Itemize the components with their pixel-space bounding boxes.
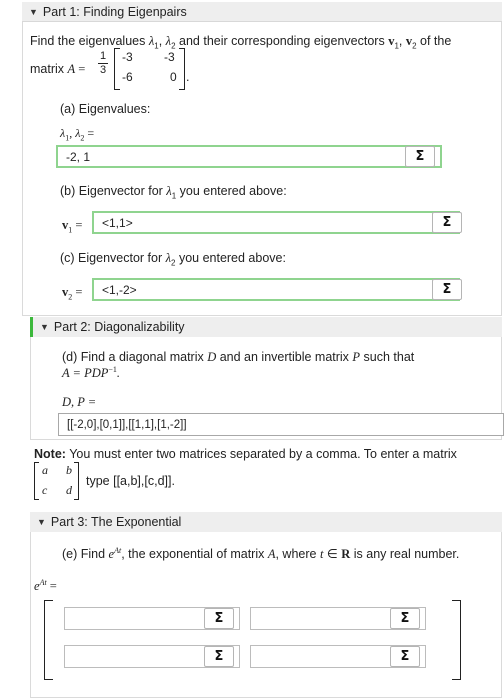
eAt-bracket-right [452,600,461,680]
part-d-label: (d) Find a diagonal matrix D and an invertible matrix P such that [62,350,415,364]
part2-title: Part 2: Diagonalizability [53,320,185,334]
part3-header[interactable] [30,512,502,532]
matrix-entry-11: -3 [122,50,133,64]
eAt-label: $e^{At}$ = [34,578,57,594]
part3-title: Part 3: The Exponential [50,515,182,529]
part-e-label: (e) Find $e^{At}$, the exponential of matrix A, where t ∈ R is any real number. [62,546,460,562]
part-b-label: (b) Eigenvector for $\lambda_1$ you entered above: [60,184,287,201]
part-d-vars: D, P = [62,395,97,409]
note-text: Note: You must enter two matrices separated by a comma. To enter a matrix [34,447,457,461]
matrix-label: matrix A = [30,62,86,76]
sigma-icon: Σ [442,282,452,297]
collapse-triangle-icon[interactable]: ▼ [37,517,46,527]
example-bracket-left [34,462,39,500]
part1-prompt: Find the eigenvalues $\lambda_1$, $\lambda_2$ and their corresponding eigenvectors $v_1$, $v_2$ of the [30,34,452,51]
example-entry-d: d [66,483,72,497]
matrix-period: . [186,70,190,84]
matrix-entry-21: -6 [122,70,133,84]
part1-header[interactable] [22,2,502,22]
eAt-entry-11-sigma-button[interactable] [204,608,234,629]
matrix-bracket-right [179,48,185,90]
eigenvalues-sigma-button[interactable] [405,146,435,167]
sigma-icon: Σ [214,611,224,626]
diagonalization-input[interactable]: [[-2,0],[0,1]],[[1,1],[1,-2]] [58,413,504,436]
matrix-entry-12: -3 [164,50,175,64]
note-type-text: type [[a,b],[c,d]]. [86,474,175,488]
part-c-var: $v_2$ = [62,285,83,302]
part1-title: Part 1: Finding Eigenpairs [42,4,187,19]
eAt-entry-22-sigma-button[interactable] [390,646,420,667]
part-d-equation: $A = PDP^{-1}$. [62,365,121,381]
eAt-entry-12-sigma-button[interactable] [390,608,420,629]
example-entry-c: c [42,483,48,497]
example-entry-a: a [42,463,48,477]
part1-box [22,22,502,316]
part-a-label: (a) Eigenvalues: [60,102,151,116]
matrix-bracket-left [114,48,120,90]
eAt-entry-21-sigma-button[interactable] [204,646,234,667]
collapse-triangle-icon[interactable]: ▼ [40,322,49,332]
eigenvalues-input[interactable]: -2, 1 [56,145,442,168]
sigma-icon: Σ [214,649,224,664]
eigenvector1-sigma-button[interactable] [432,212,462,233]
matrix-fraction: 1 3 [99,50,107,76]
example-bracket-right [74,462,79,500]
part-a-math: $\lambda_1$, $\lambda_2$ = [60,126,95,143]
part-c-label: (c) Eigenvector for $\lambda_2$ you entered above: [60,251,286,268]
matrix-entry-22: 0 [170,70,177,84]
part-b-var: $v_1$ = [62,218,83,235]
part2-header[interactable] [30,317,502,337]
eigenvector2-input[interactable]: <1,-2> [92,278,460,301]
eigenvector2-sigma-button[interactable] [432,279,462,300]
eigenvector1-input[interactable]: <1,1> [92,211,460,234]
collapse-triangle-icon[interactable]: ▼ [29,6,38,17]
sigma-icon: Σ [400,611,410,626]
example-entry-b: b [66,463,72,477]
eAt-bracket-left [44,600,53,680]
sigma-icon: Σ [415,149,425,164]
sigma-icon: Σ [400,649,410,664]
sigma-icon: Σ [442,215,452,230]
